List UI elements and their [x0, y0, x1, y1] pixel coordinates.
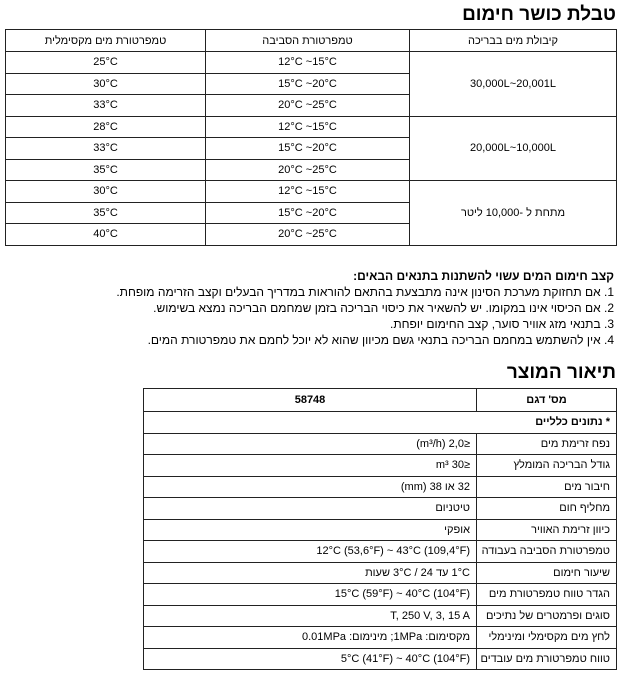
spec-header-row — [144, 389, 617, 412]
ambient-cell: 12°C ~15°C — [206, 181, 410, 203]
spec-value: 5°C (41°F) ~ 40°C (104°F) — [144, 648, 477, 670]
table-row — [6, 52, 617, 74]
capacity-cell: 20,000L~10,000L — [410, 116, 617, 181]
ambient-cell: 20°C ~25°C — [206, 95, 410, 117]
spec-row — [144, 562, 617, 584]
spec-value: 32 או 38 (mm) — [144, 476, 477, 498]
max-temp-cell: 25°C — [6, 52, 206, 74]
ambient-cell: 20°C ~25°C — [206, 224, 410, 246]
max-temp-cell: 35°C — [6, 159, 206, 181]
column-header-capacity: קיבולת מים בבריכה — [410, 30, 617, 52]
spec-row — [144, 476, 617, 498]
spec-label: לחץ מים מקסימלי ומינימלי — [477, 627, 617, 649]
spec-row — [144, 498, 617, 520]
spec-label: שיעור חימום — [477, 562, 617, 584]
max-temp-cell: 30°C — [6, 73, 206, 95]
column-header-max-temp: טמפרטורת מים מקסימלית — [6, 30, 206, 52]
spec-label: כיוון זרימת האוויר — [477, 519, 617, 541]
spec-value: אופקי — [144, 519, 477, 541]
spec-section-title: * נתונים כלליים — [144, 412, 617, 434]
heating-capacity-title: טבלת כושר חימום — [462, 4, 616, 25]
column-header-ambient: טמפרטורת הסביבה — [206, 30, 410, 52]
spec-value: 15°C (59°F) ~ 40°C (104°F) — [144, 584, 477, 606]
spec-label: חיבור מים — [477, 476, 617, 498]
spec-label: טמפרטורת הסביבה בעבודה — [477, 541, 617, 563]
table-header-row — [6, 30, 617, 52]
spec-value: ≤30 m³ — [144, 455, 477, 477]
spec-row — [144, 455, 617, 477]
ambient-cell: 20°C ~25°C — [206, 159, 410, 181]
model-value: 58748 — [144, 389, 477, 412]
max-temp-cell: 40°C — [6, 224, 206, 246]
spec-value: 1°C עד 3°C / 24 שעות — [144, 562, 477, 584]
spec-label: סוגים ופרמטרים של נתיכים — [477, 605, 617, 627]
note-item: 4. אין להשתמש במחמם הבריכה בתנאי גשם מכיוון שהוא לא יוכל לחמם את טמפרטורת המים. — [147, 333, 614, 347]
notes-lead: קצב חימום המים עשוי להשתנות בתנאים הבאים: — [353, 269, 614, 283]
spec-row — [144, 627, 617, 649]
table-row — [6, 181, 617, 203]
spec-value: מקסימום: 1MPa; מינימום: 0.01MPa — [144, 627, 477, 649]
capacity-cell: מתחת ל -10,000 ליטר — [410, 181, 617, 246]
product-description-title: תיאור המוצר — [506, 362, 616, 383]
spec-label: נפח זרימת מים — [477, 433, 617, 455]
spec-row — [144, 433, 617, 455]
ambient-cell: 12°C ~15°C — [206, 52, 410, 74]
spec-value: T, 250 V, 3, 15 A — [144, 605, 477, 627]
note-item: 1. אם תחזוקת מערכת הסינון אינה מתבצעת בהתאם להוראות במדריך הבעלים וקצב הזרימה מופחת. — [116, 285, 614, 299]
capacity-cell: 30,000L~20,001L — [410, 52, 617, 117]
spec-row — [144, 541, 617, 563]
ambient-cell: 12°C ~15°C — [206, 116, 410, 138]
ambient-cell: 15°C ~20°C — [206, 202, 410, 224]
spec-section-row — [144, 412, 617, 434]
spec-row — [144, 519, 617, 541]
model-label: מס' דגם — [477, 389, 617, 412]
max-temp-cell: 35°C — [6, 202, 206, 224]
heating-notes — [4, 268, 614, 348]
spec-value: ≤2,0 (m³/h) — [144, 433, 477, 455]
spec-label: מחליף חום — [477, 498, 617, 520]
product-spec-table — [143, 388, 617, 670]
spec-row — [144, 648, 617, 670]
spec-value: 12°C (53,6°F) ~ 43°C (109,4°F) — [144, 541, 477, 563]
max-temp-cell: 33°C — [6, 138, 206, 160]
spec-label: גודל הבריכה המומלץ — [477, 455, 617, 477]
table-row — [6, 116, 617, 138]
heating-capacity-table — [5, 29, 617, 246]
ambient-cell: 15°C ~20°C — [206, 73, 410, 95]
spec-label: הגדר טווח טמפרטורת מים — [477, 584, 617, 606]
note-item: 2. אם הכיסוי אינו במקומו. יש להשאיר את כיסוי הבריכה בזמן שמחמם הבריכה נמצא בשימוש. — [153, 301, 614, 315]
spec-row — [144, 605, 617, 627]
max-temp-cell: 33°C — [6, 95, 206, 117]
max-temp-cell: 28°C — [6, 116, 206, 138]
spec-value: טיטניום — [144, 498, 477, 520]
ambient-cell: 15°C ~20°C — [206, 138, 410, 160]
note-item: 3. בתנאי מזג אוויר סוער, קצב החימום יופחת. — [390, 317, 614, 331]
max-temp-cell: 30°C — [6, 181, 206, 203]
spec-row — [144, 584, 617, 606]
spec-label: טווח טמפרטורת מים עובדים — [477, 648, 617, 670]
